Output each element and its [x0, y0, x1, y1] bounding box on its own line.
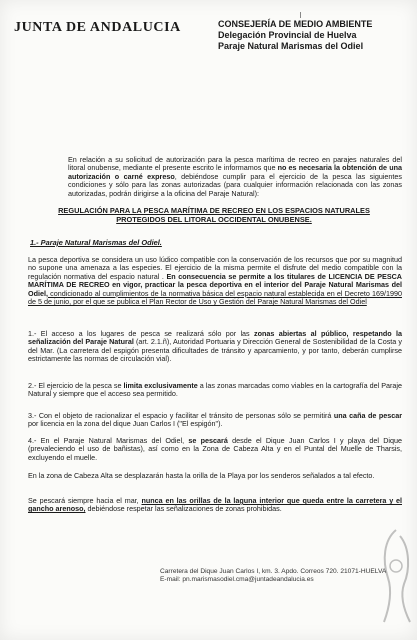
- paragraph-rule-1: [28, 330, 402, 364]
- paragraph-sea-only: [28, 497, 402, 514]
- p4-bold: se pescará: [188, 436, 228, 445]
- p3-text-2: por licencia en la zona del dique Juan Carlos I ("El espigón").: [28, 419, 223, 429]
- paragraph-intro-fishing: [28, 256, 402, 306]
- paragraph-rule-2: [28, 382, 402, 399]
- p2-bold: limita exclusivamente: [123, 381, 198, 390]
- p3-text-1: 3.- Con el objeto de racionalizar el espacio y facilitar el tránsito de personas sólo se permitirá: [28, 411, 334, 420]
- p4-text-2: desde el Dique Juan Carlos I y playa del Dique (prevaleciendo el uso de bañistas), así como en la Zona de Cabeza Alta y en el Puntal del Muelle de Tharsis, excluyendo el muelle.: [28, 436, 402, 462]
- paragraph-cabeza-alta: [28, 472, 402, 480]
- scan-mark: [300, 12, 301, 18]
- org-line-2: Delegación Provincial de Huelva: [218, 30, 357, 40]
- p0-underline: condicionado al cumplimientos de la normativa básica del espacio natural establecida en el Decreto 169/1990 de 5 de junio, por el que se publica el Plan Rector de Uso y Gestión del Paraje Natural Marismas del Odiel: [28, 288, 402, 307]
- p1-text-2: (art. 2.1.ñ), Autoridad Portuaria y Dirección General de Sostenibilidad de la Costa y del Mar. (La carretera del espigón presenta dificultades de tránsito y aparcamiento, y por tanto, deberán cumplirse estrictamente las normas de circulación vial).: [28, 337, 402, 364]
- p5-text: En la zona de Cabeza Alta se desplazarán hasta la orilla de la Playa por los senderos señalados a tal efecto.: [28, 471, 375, 480]
- p0-bold: En consecuencia se permite a los titulares de LICENCIA DE PESCA MARÍTIMA DE RECREO en vigor, practicar la pesca deportiva en el interior del Paraje Natural Marismas del Odiel,: [28, 271, 403, 298]
- footer-address-block: [160, 568, 410, 584]
- p2-text-2: a las zonas marcadas como viables en la cartografía del Paraje Natural y siempre que el acceso sea permitido.: [28, 381, 402, 399]
- org-line-1: CONSEJERÍA DE MEDIO AMBIENTE: [218, 19, 373, 29]
- organization-block: [218, 19, 413, 52]
- p2-text-1: 2.- El ejercicio de la pesca se: [28, 381, 124, 390]
- p1-text-1: 1.- El acceso a los lugares de pesca se realizará sólo por las: [28, 329, 254, 338]
- intro-text-2: , debiéndose cumplir para el ejercicio de la pesca las siguientes condiciones y sólo para las zonas autorizadas (para cualquier información relacionada con las zonas autorizadas, podrán dirigirse a la oficina del Paraje Natural):: [68, 171, 402, 198]
- org-line-3: Paraje Natural Marismas del Odiel: [218, 41, 364, 51]
- p6-text-1: Se pescará siempre hacia el mar,: [28, 496, 142, 505]
- p6-bold-underline: nunca en las orillas de la laguna interior que queda entre la carretera y el gancho arenoso,: [28, 496, 402, 514]
- p0-text: La pesca deportiva se considera un uso lúdico compatible con la conservación de los recursos que por su magnitud no supone una amenaza a las especies. El ejercicio de la misma permite el disfrute del medio compatible con la regulación normativa del espacio natural .: [28, 255, 402, 281]
- section-title: 1.- Paraje Natural Marismas del Odiel.: [30, 238, 162, 247]
- p6-text-2: debiéndose respetar las señalizaciones de zonas prohibidas.: [85, 504, 282, 514]
- p3-bold: una caña de pescar: [333, 411, 402, 420]
- footer-address: Carretera del Dique Juan Carlos I, km. 3. Apdo. Correos 720. 21071-HUELVA: [160, 568, 387, 575]
- intro-text-1: En relación a su solicitud de autorización para la pesca marítima de recreo en parajes naturales del litoral onubense, mediante el presente escrito le informamos que: [68, 155, 402, 173]
- intro-bold: no es necesaria la obtención de una autorización o carné expreso: [68, 163, 402, 181]
- paragraph-rule-3: [28, 412, 402, 429]
- footer-email: E-mail: pn.marismasodiel.cma@juntadeandalucia.es: [160, 576, 314, 583]
- p4-text-1: 4.- En el Paraje Natural Marismas del Odiel,: [28, 436, 189, 445]
- intro-paragraph: [28, 156, 402, 198]
- paragraph-rule-4: [28, 437, 402, 462]
- junta-logo-text: JUNTA DE ANDALUCIA: [14, 20, 181, 35]
- p1-bold: zonas abiertas al público, respetando la señalización del Paraje Natural: [28, 329, 402, 347]
- regulation-heading: REGULACIÓN PARA LA PESCA MARÍTIMA DE RECREO EN LOS ESPACIOS NATURALES PROTEGIDOS DEL LITORAL OCCIDENTAL ONUBENSE.: [58, 206, 370, 224]
